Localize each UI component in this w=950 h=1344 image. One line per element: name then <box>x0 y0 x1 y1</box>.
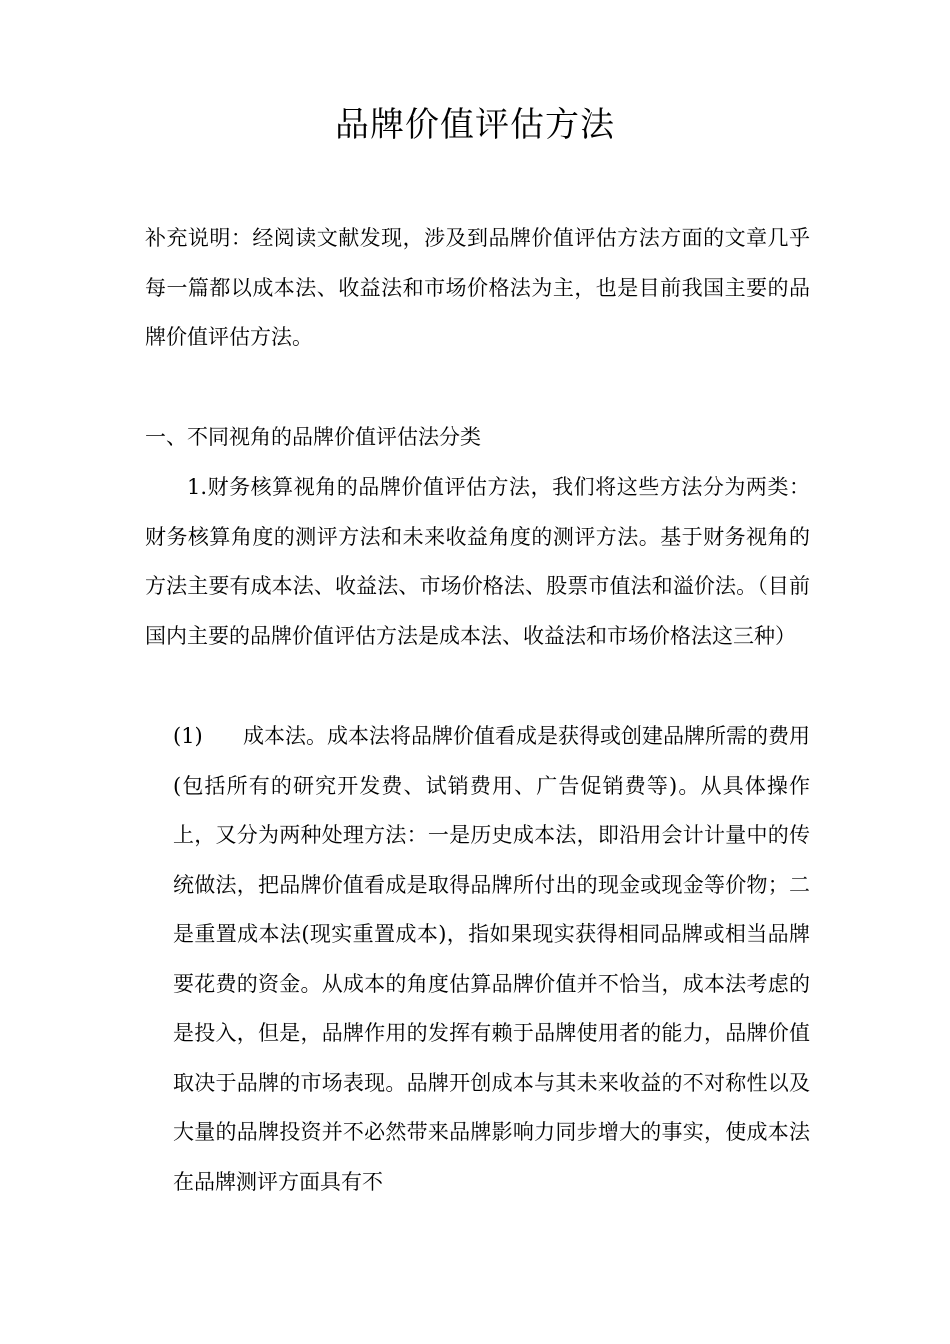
item-1-1-text: 成本法。成本法将品牌价值看成是获得或创建品牌所需的费用(包括所有的研究开发费、试销费用、广告促销费等)。从具体操作上，又分为两种处理方法：一是历史成本法，即沿用会计计量中的传统做法，把品牌价值看成是取得品牌所付出的现金或现金等价物；二是重置成本法(现实重置成本)，指如果现实获得相同品牌或相当品牌要花费的资金。从成本的角度估算品牌价值并不恰当，成本法考虑的是投入，但是，品牌作用的发挥有赖于品牌使用者的能力，品牌价值取决于品牌的市场表现。品牌开创成本与其未来收益的不对称性以及大量的品牌投资并不必然带来品牌影响力同步增大的事实，使成本法在品牌测评方面具有不 <box>173 724 810 1194</box>
item-1-paragraph: 1.财务核算视角的品牌价值评估方法，我们将这些方法分为两类：财务核算角度的测评方法和未来收益角度的测评方法。基于财务视角的方法主要有成本法、收益法、市场价格法、股票市值法和溢价法。（目前国内主要的品牌价值评估方法是成本法、收益法和市场价格法这三种） <box>145 475 810 648</box>
document-title: 品牌价值评估方法 <box>335 105 615 145</box>
intro-paragraph: 补充说明：经阅读文献发现，涉及到品牌价值评估方法方面的文章几乎每一篇都以成本法、收益法和市场价格法为主，也是目前我国主要的品牌价值评估方法。 <box>145 226 810 349</box>
item-1-1-number: (1) <box>173 724 203 748</box>
section-heading: 一、不同视角的品牌价值评估法分类 <box>145 425 481 449</box>
item-1-1-paragraph <box>173 712 810 1207</box>
